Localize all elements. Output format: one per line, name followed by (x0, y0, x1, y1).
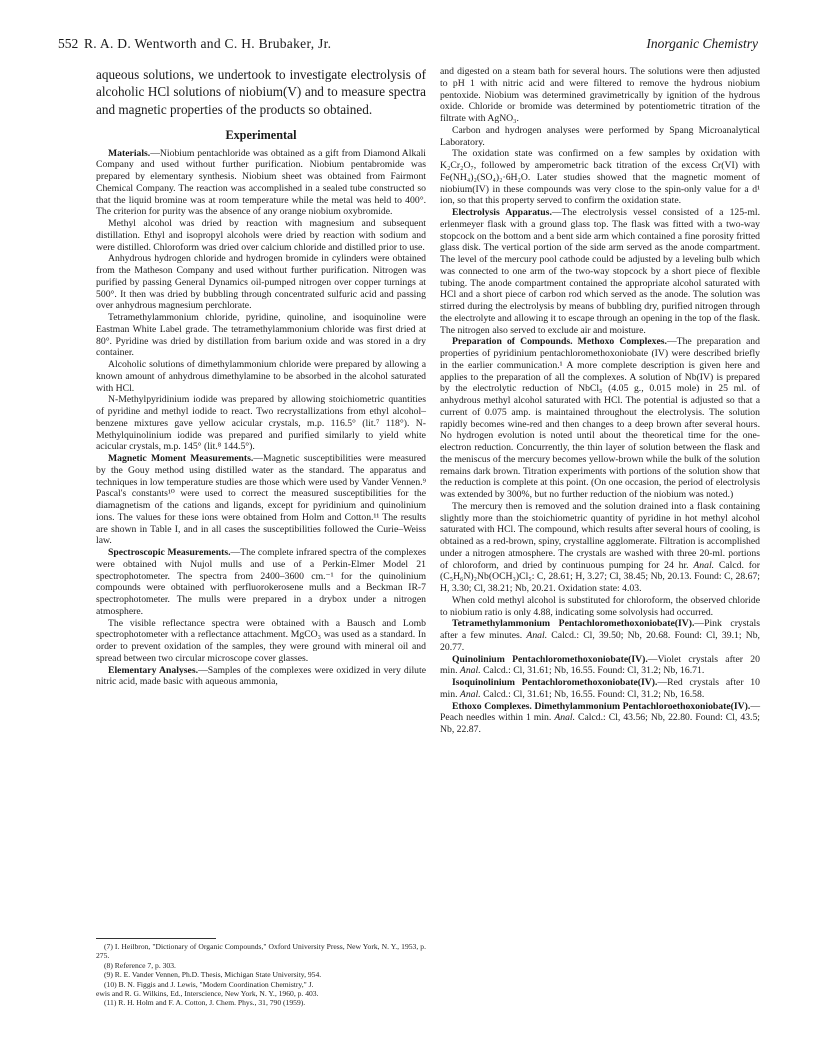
footnote-rule (96, 938, 216, 939)
paragraph-text: —Niobium pentachloride was obtained as a gift from Diamond Alkali Company and used without further purification. Niobium pentabromide was prepared by elementary synthesis. Niobium sheet was obtained from Fairmont Chemical Company. The reaction was accomplished in a sealed tube constructed so that the liquid bromine was at room temperature while the metal was held to 400°. The criterion for purity was the absence of any orange niobium oxybromide. (96, 147, 426, 218)
anal-label: Anal. (526, 630, 548, 641)
run-in-heading: Elementary Analyses. (108, 664, 199, 676)
paragraph-text: —Magnetic susceptibilities were measured by the Gouy method using distilled water as the standard. The apparatus and techniques in low temperature studies are those which were used by Vander Vennen.⁹ Pascal's constants¹⁰ were used to correct the measured susceptibilities for the diamagnetism of the cations and ligands, except for pyridinium and quinolinium ions. The values for these ions were obtained from Holm and Cotton.¹¹ The results are shown in Table I, and in all cases the susceptibilities followed the Curie–Weiss law. (96, 453, 426, 547)
run-in-heading: Magnetic Moment Measurements. (108, 453, 254, 465)
run-in-heading: Tetramethylammonium Pentachloromethoxoniobate(IV). (452, 618, 695, 630)
run-in-heading: Preparation of Compounds. Methoxo Complexes. (452, 336, 667, 348)
paragraph (440, 336, 760, 501)
run-in-heading: Spectroscopic Measurements. (108, 547, 231, 559)
run-in-heading: Materials. (108, 147, 151, 159)
run-in-heading: Ethoxo Complexes. Dimethylammonium Pentachloroethoxoniobate(IV). (452, 700, 751, 712)
footnotes (96, 942, 426, 1008)
paragraph-text: —Peach needles within 1 min. (440, 700, 760, 724)
footnote: (11) R. H. Holm and F. A. Cotton, J. Chem. Phys., 31, 790 (1959). (104, 998, 306, 1008)
paragraph (440, 654, 760, 678)
paragraph: Alcoholic solutions of dimethylammonium chloride were prepared by allowing a known amount of anhydrous dimethylamine to be absorbed in the alcohol saturated with HCl. (96, 359, 426, 394)
paragraph-text: —The preparation and properties of pyridinium pentachloromethoxoniobate (IV) were described briefly in the earlier communication.¹ A more complete description is given here and applies to the preparation of all the complexes. A solution of Nb(IV) is prepared by the electrolytic reduction of NbCl₅ (4.05 g., 0.015 mole) in 25 ml. of anhydrous methyl alcohol saturated with HCl. The potential is adjusted so that a current of 0.075 amp. is maintained throughout the electrolysis. The solution rapidly becomes wine-red and then changes to a deep brown after several hours. No hydrogen evolution is noted until about the theoretical time for the one-electron reduction. Concurrently, the thin layer of solution between the flask and the meniscus of the mercury becomes yellow-brown while the bulk of the solution remains dark brown. Titration experiments with portions of the solution show that the reduction is complete at this point. (On one occasion, the period of electrolysis was extended by 300%, but no further reduction of the niobium was noted.) (440, 336, 760, 500)
paragraph (440, 677, 760, 701)
paragraph-text: Calcd.: Cl, 31.61; Nb, 16.55. Found: Cl, 31.2; Nb, 16.58. (480, 688, 705, 700)
paragraph-text: —Pink crystals after a few minutes. (440, 618, 760, 641)
paragraph-text: Calcd.: Cl, 43.56; Nb, 22.80. Found: Cl, 43.5; Nb, 22.87. (440, 712, 760, 735)
paragraph-text: —The complete infrared spectra of the complexes were obtained with Nujol mulls and use of a Perkin-Elmer Model 21 spectrophotometer. The spectra from 2400–3600 cm.⁻¹ for the quinolinium compounds were obtained with perfluorokerosene mulls and a Beckman IR-7 spectrophotometer. The mulls were prepared in a drybox under a nitrogen atmosphere. (96, 547, 426, 617)
paragraph (440, 207, 760, 336)
paragraph-text: —The electrolysis vessel consisted of a 125-ml. erlenmeyer flask with a ground glass top. The flask was fitted with a two-way stopcock on the bottom and a bent side arm which contained a fine porosity fritted glass disk. The vertical portion of the side arm served as the anode compartment. The level of the mercury pool cathode could be adjusted by a leveling bulb which was connected to one arm of the two-way stopcock by a short piece of flexible tubing. The anode compartment contained the appropriate alcohol saturated with HCl and a short piece of carbon rod which served as the anode. The solution was stirred during the electrolysis by means of bubbling dry, purified nitrogen through the electrolyte and allowing it to escape through an opening in the top of the flask. The nitrogen also served to exclude air and moisture. (440, 207, 760, 336)
paragraph: The oxidation state was confirmed on a few samples by oxidation with K₂Cr₂O₇, followed by amperometric back titration of the excess Cr(VI) with Fe(NH₄)₂(SO₄)₂·6H₂O. Later studies showed that the magnetic moment of niobium(IV) in these compounds was very close to the spin-only value for a d¹ ion, so that this property served to confirm the oxidation state. (440, 148, 760, 207)
header-authors: R. A. D. Wentworth and C. H. Brubaker, Jr. (84, 36, 332, 51)
paragraph-text: —Red crystals after 10 min. (440, 677, 760, 700)
paragraph-text: Calcd.: Cl, 31.61; Nb, 16.55. Found: Cl, 31.2; Nb, 16.71. (480, 665, 705, 677)
paragraph-text: —Samples of the complexes were oxidized in very dilute nitric acid, made basic with aqueous ammonia, (96, 664, 426, 688)
footnote: (10) B. N. Figgis and J. Lewis, "Modern Coordination Chemistry," J. (104, 979, 314, 989)
page-number: 552 (58, 36, 79, 51)
run-in-heading: Quinolinium Pentachloromethoxoniobate(IV). (452, 653, 648, 665)
anal-label: Anal. (459, 665, 481, 677)
paragraph: Methyl alcohol was dried by reaction with magnesium and subsequent distillation. Ethyl and isopropyl alcohols were dried by reaction with sodium and were distilled. Chloroform was dried over calcium chloride and distilled prior to use. (96, 218, 426, 253)
header-journal: Inorganic Chemistry (646, 36, 758, 51)
left-column (96, 66, 426, 688)
paragraph-text: Calcd. for (C₅H₆N)₂Nb(OCH₃)Cl₅: C, 28.61; H, 3.27; Cl, 38.45; Nb, 20.13. Found: C, 28.67; H, 3.30; Cl, 38.21; Nb, 20.21. Oxidation state: 4.03. (440, 559, 760, 594)
anal-label: Anal. (459, 688, 481, 700)
paragraph (440, 618, 760, 653)
paragraph (96, 665, 426, 689)
footnote: (7) I. Heilbron, "Dictionary of Organic Compounds," Oxford University Press, New York, N. Y., 1953, p. 275. (96, 942, 426, 961)
right-column (440, 66, 760, 736)
paragraph: and digested on a steam bath for several hours. The solutions were then adjusted to pH 1 with nitric acid and were filtered to remove the hydrous niobium pentoxide. Niobium was determined gravimetrically by ignition of the hydrous oxide. Chloride or bromide was determined by potentiometric titration of the filtrate with AgNO₃. (440, 66, 760, 124)
footnote: ewis and R. G. Wilkins, Ed., Interscience, New York, N. Y., 1960, p. 403. (96, 989, 319, 999)
run-in-heading: Electrolysis Apparatus. (452, 207, 552, 218)
run-in-heading: Isoquinolinium Pentachloromethoxoniobate(IV). (452, 677, 658, 688)
footnote: (9) R. E. Vander Vennen, Ph.D. Thesis, Michigan State University, 954. (104, 970, 322, 980)
paragraph: When cold methyl alcohol is substituted for chloroform, the observed chloride to niobium ratio is only 4.88, indicating some solvolysis had occurred. (440, 594, 760, 618)
section-title: Experimental (225, 127, 297, 142)
footnote: (8) Reference 7, p. 303. (104, 960, 176, 970)
paragraph-text: —Violet crystals after 20 min. (440, 653, 760, 677)
paragraph: Tetramethylammonium chloride, pyridine, quinoline, and isoquinoline were Eastman White Label grade. The tetramethylammonium chloride was first dried at 80°. Pyridine was dried by distillation from barium oxide and was stored in a dry container. (96, 312, 426, 359)
running-header (58, 36, 758, 56)
paragraph (440, 501, 760, 595)
paragraph (440, 701, 760, 736)
paragraph: Anhydrous hydrogen chloride and hydrogen bromide in cylinders were obtained from the Matheson Company and used without further purification. Nitrogen was purified by passing General Dynamics oil-pumped nitrogen over copper turnings at 500°. It then was dried by bubbling through concentrated sulfuric acid and passing over anhydrous magnesium perchlorate. (96, 253, 426, 312)
paragraph (96, 547, 426, 618)
paragraph-text: The mercury then is removed and the solution drained into a flask containing slightly more than the stoichiometric quantity of pyridine in hot methyl alcohol saturated with HCl. The compound, which results after several hours of cooling, is obtained as a red-brown, spiny, crystalline agglomerate. Filtration is accomplished under a nitrogen atmosphere. The crystals are washed with three 20-ml. portions of chloroform, and dried by continuous pumping for 24 hr. (440, 500, 760, 571)
paragraph: N-Methylpyridinium iodide was prepared by allowing stoichiometric quantities of pyridine and methyl iodide to react. Two recrystallizations from ethyl alcohol–benzene mixtures gave yellow acicular crystals, m.p. 116.5° (lit.⁷ 118°). N-Methylquinolinium iodide was prepared and purified similarly to yield white acicular crystals, m.p. 145° (lit.⁸ 144.5°). (96, 394, 426, 453)
anal-label: Anal. (693, 559, 715, 571)
paragraph: Carbon and hydrogen analyses were performed by Spang Microanalytical Laboratory. (440, 124, 760, 148)
paragraph (96, 148, 426, 219)
paragraph-text: Calcd.: Cl, 39.50; Nb, 20.68. Found: Cl, 39.1; Nb, 20.77. (440, 630, 760, 653)
paragraph: The visible reflectance spectra were obtained with a Bausch and Lomb spectrophotometer with a reflectance attachment. MgCO₃ was used as a standard. In order to prevent oxidation of the samples, they were ground with mineral oil and spread between two circular microscope cover glasses. (96, 617, 426, 664)
paragraph (96, 453, 426, 547)
anal-label: Anal. (554, 712, 576, 724)
intro-paragraph: aqueous solutions, we undertook to investigate electrolysis of alcoholic HCl solutions of niobium(V) and to measure spectra and magnetic properties of the products so obtained. (96, 67, 426, 117)
